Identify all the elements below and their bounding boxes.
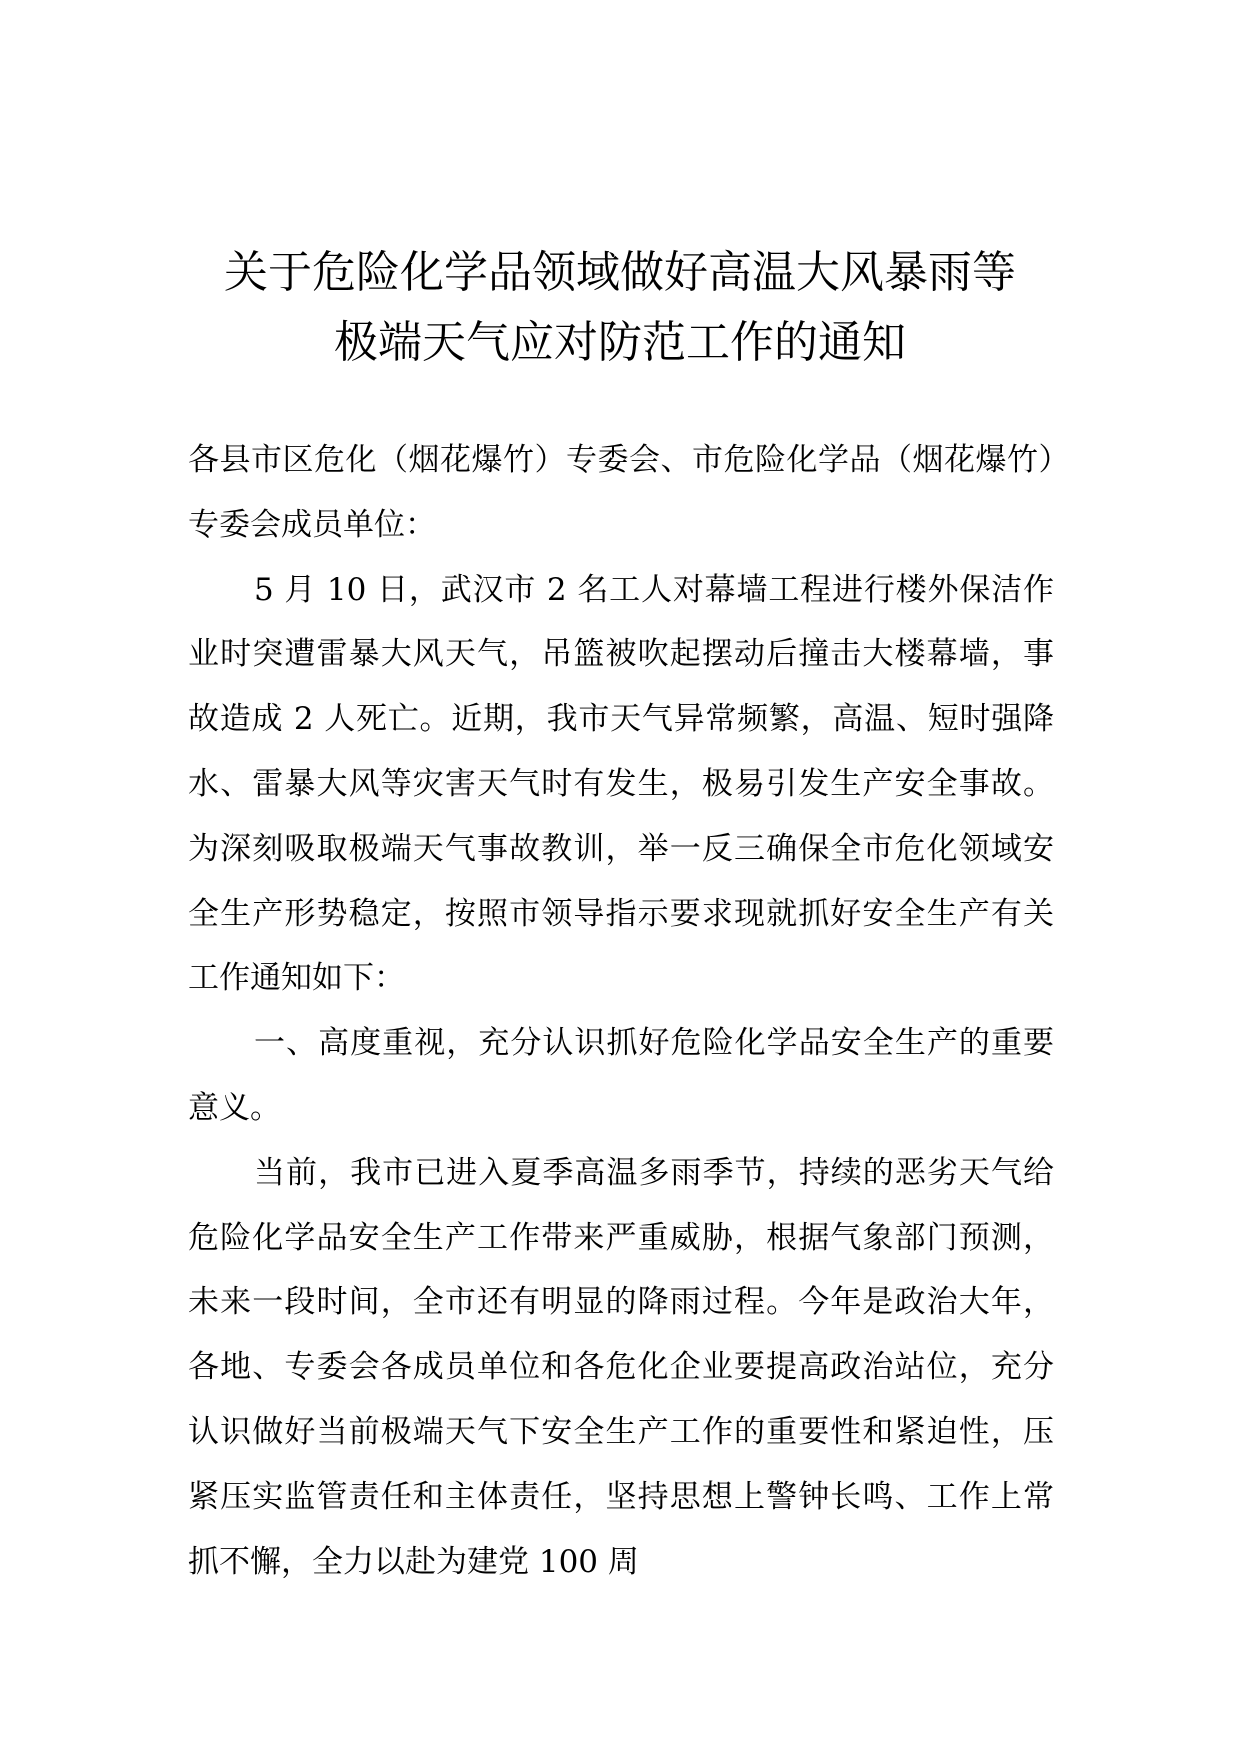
document-title: [150, 238, 1090, 378]
title-line-2: 极端天气应对防范工作的通知: [334, 317, 906, 368]
document-body: [188, 428, 1054, 1594]
paragraph-incident: 5 月 10 日，武汉市 2 名工人对幕墙工程进行楼外保洁作业时突遭雷暴大风天气，吊篮被吹起摆动后撞击大楼幕墙，事故造成 2 人死亡。近期，我市天气异常频繁，高温、短时强降水、雷暴大风等灾害天气时有发生，极易引发生产安全事故。为深刻吸取极端天气事故教训，举一反三确保全市危化领域安全生产形势稳定，按照市领导指示要求现就抓好安全生产有关工作通知如下：: [188, 571, 1054, 997]
title-line-1: 关于危险化学品领域做好高温大风暴雨等: [224, 247, 1016, 298]
section-heading-1: 一、高度重视，充分认识抓好危险化学品安全生产的重要意义。: [188, 1025, 1054, 1126]
salutation: 各县市区危化（烟花爆竹）专委会、市危险化学品（烟花爆竹）专委会成员单位：: [188, 442, 1054, 543]
paragraph-current-situation: 当前，我市已进入夏季高温多雨季节，持续的恶劣天气给危险化学品安全生产工作带来严重威胁，根据气象部门预测，未来一段时间，全市还有明显的降雨过程。今年是政治大年，各地、专委会各成员单位和各危化企业要提高政治站位，充分认识做好当前极端天气下安全生产工作的重要性和紧迫性，压紧压实监管责任和主体责任，坚持思想上警钟长鸣、工作上常抓不懈，全力以赴为建党 100 周: [188, 1154, 1054, 1580]
